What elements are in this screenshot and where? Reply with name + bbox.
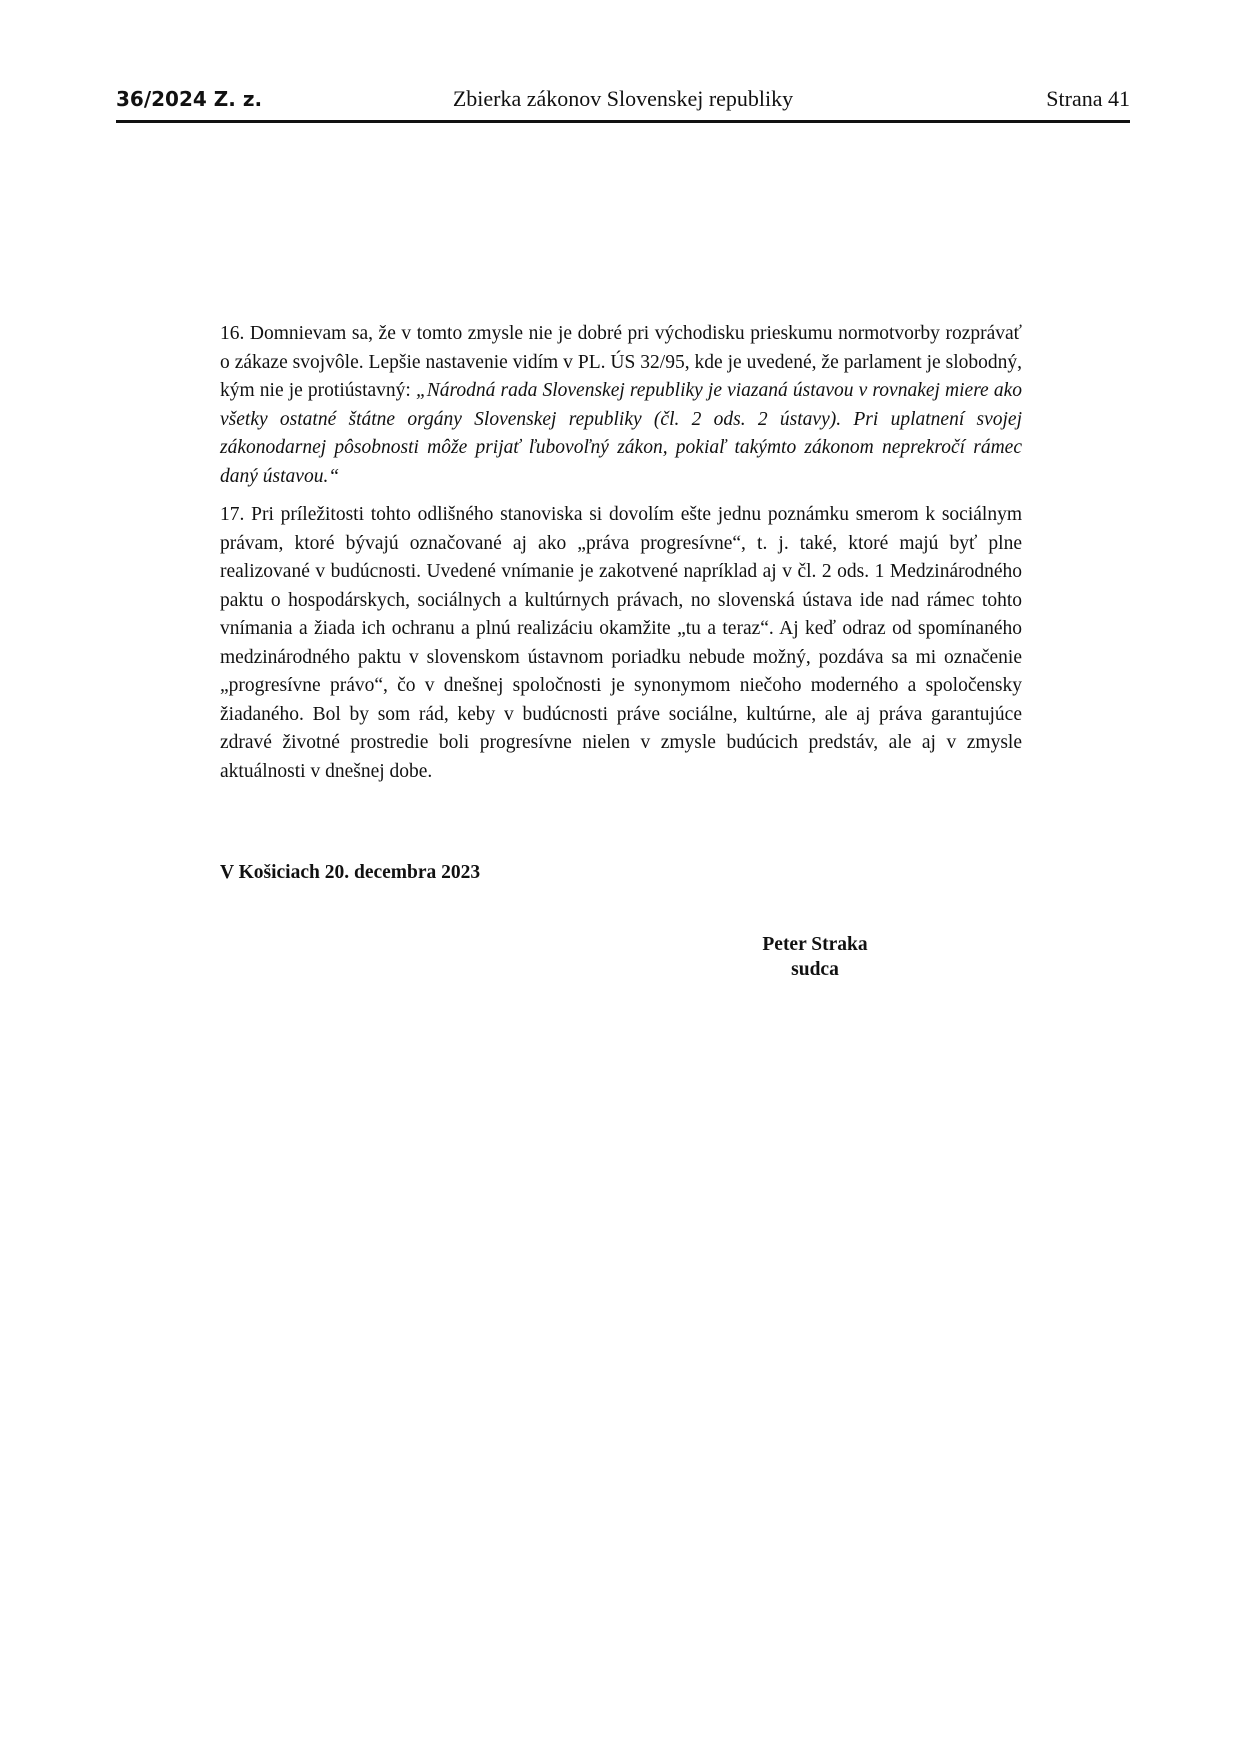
signature-block xyxy=(700,932,930,982)
body-text xyxy=(220,320,1022,796)
place-date: V Košiciach 20. decembra 2023 xyxy=(220,862,481,883)
page-header xyxy=(116,84,1130,123)
document-number: 36/2024 Z. z. xyxy=(116,87,263,111)
page-number: Strana 41 xyxy=(1046,86,1130,111)
paragraph-16-quote: „Národná rada Slovenskej republiky je viazaná ústavou v rovnakej miere ako všetky ostatné štátne orgány Slovenskej republiky (čl. 2 ods. 2 ústavy). Pri uplatnení svojej zákonodarnej pôsobnosti môže prijať ľubovoľný zákon, pokiaľ takýmto zákonom neprekročí rámec daný ústavou.“ xyxy=(220,380,1022,487)
signature-role: sudca xyxy=(791,959,839,980)
paragraph-17-text: 17. Pri príležitosti tohto odlišného stanoviska si dovolím ešte jednu poznámku smerom k sociálnym právam, ktoré bývajú označované aj ako „práva progresívne“, t. j. také, ktoré majú byť plne realizované v budúcnosti. Uvedené vnímanie je zakotvené napríklad aj v čl. 2 ods. 1 Medzinárodného paktu o hospodárskych, sociálnych a kultúrnych právach, no slovenská ústava ide nad rámec tohto vnímania a žiada ich ochranu a plnú realizáciu okamžite „tu a teraz“. Aj keď odraz od spomínaného medzinárodného paktu v slovenskom ústavnom poriadku nebude možný, pozdáva sa mi označenie „progresívne právo“, čo v dnešnej spoločnosti je synonymom niečoho moderného a spoločensky žiadaného. Bol by som rád, keby v budúcnosti práve sociálne, kultúrne, ale aj práva garantujúce zdravé životné prostredie boli progresívne nielen v zmysle budúcich predstáv, ale aj v zmysle aktuálnosti v dnešnej dobe. xyxy=(220,504,1022,782)
collection-title: Zbierka zákonov Slovenskej republiky xyxy=(452,86,794,111)
signature-name: Peter Straka xyxy=(762,934,868,955)
paragraph-16 xyxy=(220,320,1022,491)
paragraph-17 xyxy=(220,501,1022,786)
paragraph-16-text: 16. Domnievam sa, že v tomto zmysle nie je dobré pri východisku prieskumu normotvorby rozprávať o zákaze svojvôle. Lepšie nastavenie vidím v PL. ÚS 32/95, kde je uvedené, že parlament je slobodný, kým nie je protiústavný: xyxy=(220,323,1022,401)
